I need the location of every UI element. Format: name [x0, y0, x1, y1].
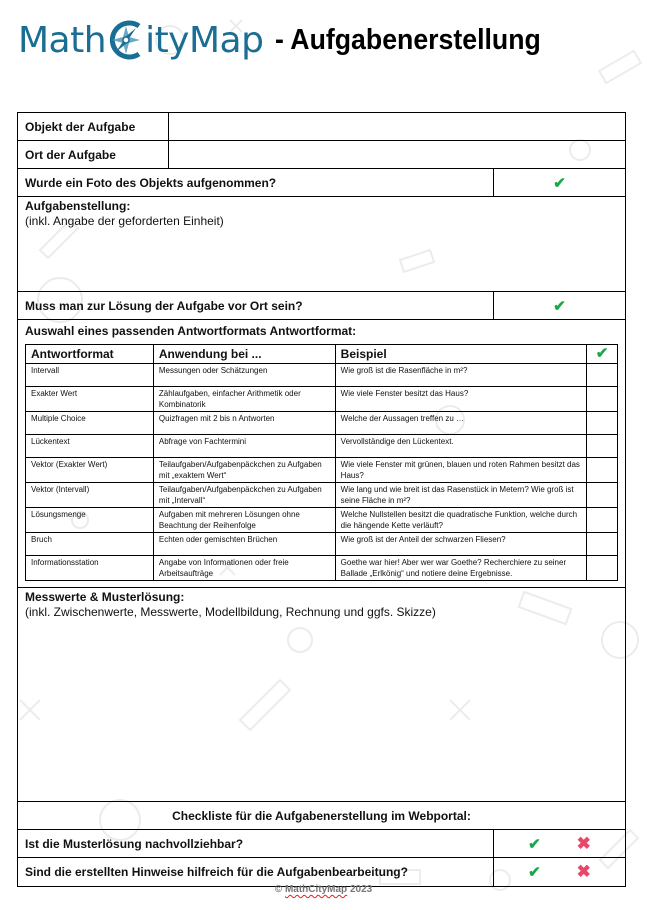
format-cell: Intervall — [26, 364, 154, 387]
footer — [0, 884, 647, 895]
column-header-select — [587, 345, 618, 364]
checklist-title: Checkliste für die Aufgabenerstellung im Webportal: — [172, 808, 471, 823]
example-cell: Goethe war hier! Aber wer war Goethe? Recherchiere zu seiner Ballade „Erlkönig“ und notiere deine Ergebnisse. — [335, 556, 586, 581]
column-header-use: Anwendung bei ... — [153, 345, 335, 364]
solution-row — [18, 588, 625, 802]
onsite-answer-checkbox[interactable] — [494, 292, 625, 319]
table-row — [26, 483, 618, 508]
use-cell: Abfrage von Fachtermini — [153, 435, 335, 458]
format-cell: Lückentext — [26, 435, 154, 458]
checklist-row — [18, 830, 625, 858]
example-cell: Welche Nullstellen besitzt die quadratische Funktion, welche durch die hängende Kette verläuft? — [335, 508, 586, 533]
select-checkbox[interactable] — [587, 364, 618, 387]
logo-text-right: ityMap — [145, 19, 264, 61]
select-checkbox[interactable] — [587, 458, 618, 483]
photo-question: Wurde ein Foto des Objekts aufgenommen? — [18, 169, 494, 196]
location-input[interactable] — [169, 141, 625, 168]
onsite-row — [18, 292, 625, 320]
table-row — [26, 364, 618, 387]
object-row — [18, 113, 625, 141]
solution-label: Messwerte & Musterlösung: — [25, 590, 185, 604]
answer-format-table — [25, 344, 618, 581]
example-cell: Wie viele Fenster besitzt das Haus? — [335, 387, 586, 412]
table-row — [26, 458, 618, 483]
format-cell: Multiple Choice — [26, 412, 154, 435]
use-cell: Teilaufgaben/Aufgabenpäckchen zu Aufgaben mit „Intervall“ — [153, 483, 335, 508]
solution-hint: (inkl. Zwischenwerte, Messwerte, Modellbildung, Rechnung und ggfs. Skizze) — [25, 605, 436, 619]
select-checkbox[interactable] — [587, 556, 618, 581]
checklist-answers — [494, 830, 625, 857]
use-cell: Messungen oder Schätzungen — [153, 364, 335, 387]
solution-field[interactable] — [18, 588, 625, 801]
logo-text-left: Math — [18, 19, 107, 61]
select-checkbox[interactable] — [587, 435, 618, 458]
task-description-label: Aufgabenstellung: — [25, 199, 131, 213]
select-checkbox[interactable] — [587, 533, 618, 556]
use-cell: Teilaufgaben/Aufgabenpäckchen zu Aufgaben mit „exaktem Wert“ — [153, 458, 335, 483]
table-row — [26, 508, 618, 533]
cross-icon[interactable]: ✖ — [576, 862, 591, 881]
mathcitymap-logo — [18, 18, 263, 62]
object-label: Objekt der Aufgabe — [18, 113, 169, 140]
format-cell: Exakter Wert — [26, 387, 154, 412]
check-icon: ✔ — [595, 345, 609, 362]
format-cell: Vektor (Exakter Wert) — [26, 458, 154, 483]
use-cell: Echten oder gemischten Brüchen — [153, 533, 335, 556]
format-cell: Lösungsmenge — [26, 508, 154, 533]
column-header-example: Beispiel — [335, 345, 586, 364]
compass-icon — [106, 18, 146, 62]
task-description-row — [18, 197, 625, 292]
page-header — [18, 10, 564, 70]
format-cell: Bruch — [26, 533, 154, 556]
column-header-format: Antwortformat — [26, 345, 154, 364]
task-description-field[interactable] — [18, 197, 625, 291]
table-row — [26, 412, 618, 435]
example-cell: Wie lang und wie breit ist das Rasenstück in Metern? Wie groß ist seine Fläche in m²? — [335, 483, 586, 508]
table-header-row — [26, 345, 618, 364]
task-form — [17, 112, 626, 887]
format-cell: Informationsstation — [26, 556, 154, 581]
task-description-hint: (inkl. Angabe der geforderten Einheit) — [25, 214, 224, 228]
example-cell: Welche der Aussagen treffen zu … — [335, 412, 586, 435]
check-icon: ✔ — [553, 174, 566, 192]
use-cell: Angabe von Informationen oder freie Arbeitsaufträge — [153, 556, 335, 581]
checklist-question: Sind die erstellten Hinweise hilfreich für die Aufgabenbearbeitung? — [18, 858, 494, 886]
photo-answer-checkbox[interactable] — [494, 169, 625, 196]
check-icon: ✔ — [553, 297, 566, 315]
cross-icon[interactable]: ✖ — [576, 833, 591, 853]
select-checkbox[interactable] — [587, 508, 618, 533]
page-title: - Aufgabenerstellung — [275, 23, 542, 56]
location-row — [18, 141, 625, 169]
check-icon[interactable]: ✔ — [528, 835, 541, 853]
select-checkbox[interactable] — [587, 483, 618, 508]
use-cell: Quizfragen mit 2 bis n Antworten — [153, 412, 335, 435]
answer-format-label: Auswahl eines passenden Antwortformats Antwortformat: — [25, 324, 357, 338]
table-row — [26, 533, 618, 556]
example-cell: Wie groß ist die Rasenfläche in m²? — [335, 364, 586, 387]
footer-brand: MathCityMap — [284, 884, 348, 895]
footer-year: 2023 — [349, 884, 373, 895]
checklist-answers — [494, 858, 625, 886]
use-cell: Aufgaben mit mehreren Lösungen ohne Beachtung der Reihenfolge — [153, 508, 335, 533]
answer-format-row — [18, 320, 625, 588]
object-input[interactable] — [169, 113, 625, 140]
use-cell: Zählaufgaben, einfacher Arithmetik oder Kombinatorik — [153, 387, 335, 412]
select-checkbox[interactable] — [587, 412, 618, 435]
check-icon[interactable]: ✔ — [528, 864, 541, 881]
table-row — [26, 387, 618, 412]
checklist-title-row — [18, 802, 625, 830]
location-label: Ort der Aufgabe — [18, 141, 169, 168]
checklist-question: Ist die Musterlösung nachvollziehbar? — [18, 830, 494, 857]
table-row — [26, 435, 618, 458]
select-checkbox[interactable] — [587, 387, 618, 412]
example-cell: Wie groß ist der Anteil der schwarzen Fliesen? — [335, 533, 586, 556]
checklist-row — [18, 858, 625, 886]
photo-row — [18, 169, 625, 197]
copyright-symbol: © — [274, 884, 283, 895]
example-cell: Vervollständige den Lückentext. — [335, 435, 586, 458]
format-cell: Vektor (Intervall) — [26, 483, 154, 508]
example-cell: Wie viele Fenster mit grünen, blauen und roten Rahmen besitzt das Haus? — [335, 458, 586, 483]
table-row — [26, 556, 618, 581]
onsite-question: Muss man zur Lösung der Aufgabe vor Ort sein? — [18, 292, 494, 319]
